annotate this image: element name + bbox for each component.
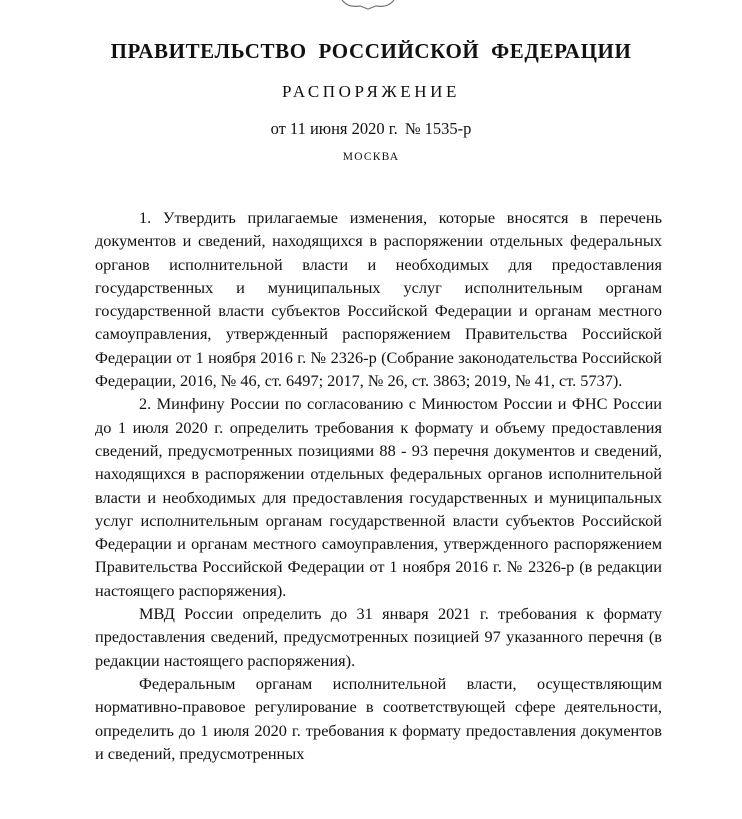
document-city: МОСКВА [342, 151, 400, 163]
government-title: ПРАВИТЕЛЬСТВО РОССИЙСКОЙ ФЕДЕРАЦИИ [110, 39, 632, 63]
paragraph-1: 1. Утвердить прилагаемые изменения, которые вносятся в перечень документов и сведений, находящихся в распоряжении отдельных федеральных органов исполнительной власти и необходимых для предоставления государственных и муниципальных услуг исполнительным органам государственной власти субъектов Российской Федерации и органам местного самоуправления, утвержденный распоряжением Правительства Российской Федерации от 1 ноября 2016 г. № 2326-р (Собрание законодательства Российской Федерации, 2016, № 46, ст. 6497; 2017, № 26, ст. 3863; 2019, № 41, ст. 5737). [95, 208, 662, 391]
paragraph-3: МВД России определить до 31 января 2021 г. требования к формату предоставления сведений, предусмотренных позицией 97 указанного перечня (в редакции настоящего распоряжения). [95, 604, 662, 670]
document-body [95, 206, 662, 765]
paragraph-2: 2. Минфину России по согласованию с Минюстом России и ФНС России до 1 июля 2020 г. определить требования к формату и объему предоставления сведений, предусмотренных позициями 88 - 93 перечня документов и сведений, находящихся в распоряжении отдельных федеральных органов исполнительной власти и необходимых для предоставления государственных и муниципальных услуг исполнительным органам государственной власти субъектов Российской Федерации и органам местного самоуправления, утвержденного распоряжением Правительства Российской Федерации от 1 ноября 2016 г. № 2326-р (в редакции настоящего распоряжения). [95, 394, 662, 600]
document-number: № 1535-р [404, 119, 472, 138]
document-date: от 11 июня 2020 г. [270, 119, 398, 138]
document-header [0, 38, 742, 165]
document-type: РАСПОРЯЖЕНИЕ [281, 82, 461, 101]
date-number-line [0, 118, 742, 140]
paragraph-4: Федеральным органам исполнительной власти, осуществляющим нормативно-правовое регулирование в соответствующей сфере деятельности, определить до 1 июля 2020 г. требования к формату предоставления документов и сведений, предусмотренных [95, 673, 662, 763]
emblem-fragment [340, 0, 396, 10]
